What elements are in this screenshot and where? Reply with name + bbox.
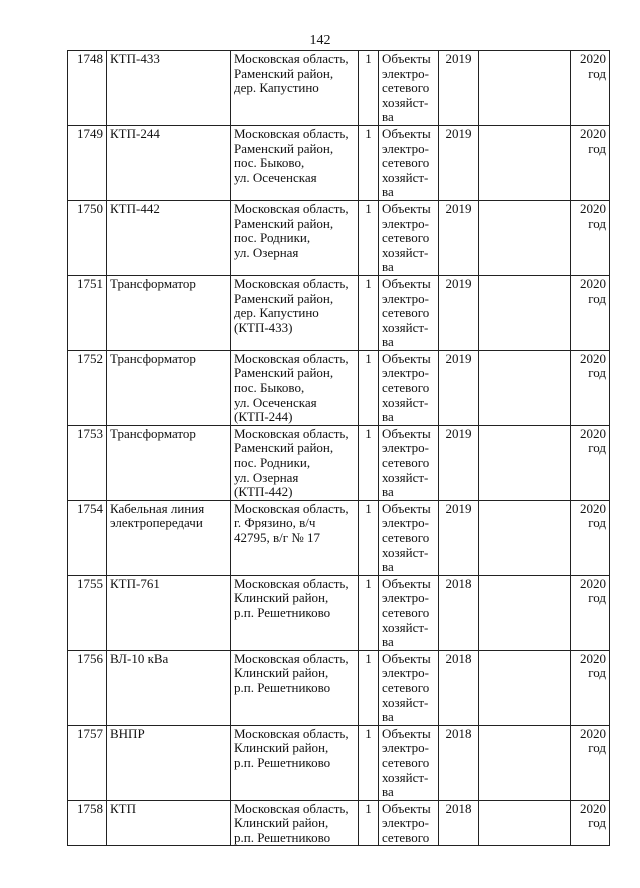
object-category: Объекты электро- сетевого хозяйст- ва — [379, 350, 439, 425]
object-category: Объекты электро- сетевого хозяйст- ва — [379, 650, 439, 725]
object-name: КТП-761 — [107, 575, 231, 650]
object-quantity: 1 — [359, 500, 379, 575]
end-year: 2020 год — [571, 350, 610, 425]
object-address: Московская область, Клинский район, р.п. Решетниково — [231, 725, 359, 800]
table-row — [68, 650, 610, 725]
table-row — [68, 725, 610, 800]
row-number: 1750 — [68, 200, 107, 275]
table-body — [68, 51, 610, 846]
object-name: КТП-244 — [107, 125, 231, 200]
row-number: 1751 — [68, 275, 107, 350]
object-year: 2019 — [439, 500, 479, 575]
object-address: Московская область, Клинский район, р.п. Решетниково — [231, 800, 359, 846]
empty-cell — [479, 275, 571, 350]
table-row — [68, 575, 610, 650]
end-year: 2020 год — [571, 500, 610, 575]
end-year: 2020 год — [571, 725, 610, 800]
object-address: Московская область, Раменский район, дер. Капустино — [231, 51, 359, 126]
object-address: Московская область, Раменский район, дер. Капустино (КТП-433) — [231, 275, 359, 350]
end-year: 2020 год — [571, 425, 610, 500]
object-address: Московская область, Раменский район, пос. Быково, ул. Осеченская — [231, 125, 359, 200]
object-category: Объекты электро- сетевого хозяйст- ва — [379, 275, 439, 350]
object-quantity: 1 — [359, 425, 379, 500]
row-number: 1748 — [68, 51, 107, 126]
empty-cell — [479, 200, 571, 275]
row-number: 1754 — [68, 500, 107, 575]
object-category: Объекты электро- сетевого хозяйст- ва — [379, 725, 439, 800]
object-name: ВЛ-10 кВа — [107, 650, 231, 725]
empty-cell — [479, 500, 571, 575]
object-quantity: 1 — [359, 725, 379, 800]
object-address: Московская область, Раменский район, пос. Быково, ул. Осеченская (КТП-244) — [231, 350, 359, 425]
row-number: 1753 — [68, 425, 107, 500]
object-category: Объекты электро- сетевого хозяйст- ва — [379, 500, 439, 575]
empty-cell — [479, 350, 571, 425]
object-year: 2019 — [439, 51, 479, 126]
row-number: 1752 — [68, 350, 107, 425]
object-address: Московская область, г. Фрязино, в/ч 42795, в/г № 17 — [231, 500, 359, 575]
object-category: Объекты электро- сетевого хозяйст- ва — [379, 425, 439, 500]
object-year: 2019 — [439, 425, 479, 500]
object-quantity: 1 — [359, 200, 379, 275]
object-name: КТП-442 — [107, 200, 231, 275]
object-address: Московская область, Клинский район, р.п. Решетниково — [231, 650, 359, 725]
empty-cell — [479, 51, 571, 126]
object-year: 2018 — [439, 650, 479, 725]
object-year: 2018 — [439, 725, 479, 800]
object-category: Объекты электро- сетевого — [379, 800, 439, 846]
object-category: Объекты электро- сетевого хозяйст- ва — [379, 575, 439, 650]
object-address: Московская область, Клинский район, р.п. Решетниково — [231, 575, 359, 650]
row-number: 1755 — [68, 575, 107, 650]
end-year: 2020 год — [571, 51, 610, 126]
table-row — [68, 425, 610, 500]
object-name: ВНПР — [107, 725, 231, 800]
table-row — [68, 500, 610, 575]
end-year: 2020 год — [571, 125, 610, 200]
object-quantity: 1 — [359, 575, 379, 650]
empty-cell — [479, 425, 571, 500]
empty-cell — [479, 725, 571, 800]
object-quantity: 1 — [359, 51, 379, 126]
property-registry-table — [67, 50, 610, 846]
row-number: 1756 — [68, 650, 107, 725]
row-number: 1758 — [68, 800, 107, 846]
object-year: 2019 — [439, 350, 479, 425]
empty-cell — [479, 650, 571, 725]
empty-cell — [479, 800, 571, 846]
table-row — [68, 51, 610, 126]
object-year: 2019 — [439, 200, 479, 275]
object-year: 2018 — [439, 575, 479, 650]
object-quantity: 1 — [359, 650, 379, 725]
page-number: 142 — [309, 33, 331, 48]
end-year: 2020 год — [571, 800, 610, 846]
object-name: Трансформатор — [107, 350, 231, 425]
object-year: 2019 — [439, 125, 479, 200]
empty-cell — [479, 575, 571, 650]
object-category: Объекты электро- сетевого хозяйст- ва — [379, 51, 439, 126]
object-address: Московская область, Раменский район, пос. Родники, ул. Озерная — [231, 200, 359, 275]
object-name: Трансформатор — [107, 425, 231, 500]
object-category: Объекты электро- сетевого хозяйст- ва — [379, 200, 439, 275]
empty-cell — [479, 125, 571, 200]
object-name: Трансформатор — [107, 275, 231, 350]
table-row — [68, 350, 610, 425]
row-number: 1749 — [68, 125, 107, 200]
object-name: КТП — [107, 800, 231, 846]
object-quantity: 1 — [359, 800, 379, 846]
object-year: 2019 — [439, 275, 479, 350]
end-year: 2020 год — [571, 575, 610, 650]
table-row — [68, 200, 610, 275]
object-quantity: 1 — [359, 125, 379, 200]
end-year: 2020 год — [571, 650, 610, 725]
end-year: 2020 год — [571, 200, 610, 275]
table-row — [68, 275, 610, 350]
object-category: Объекты электро- сетевого хозяйст- ва — [379, 125, 439, 200]
table-row — [68, 800, 610, 846]
object-name: Кабельная линия электропередачи — [107, 500, 231, 575]
object-quantity: 1 — [359, 350, 379, 425]
object-name: КТП-433 — [107, 51, 231, 126]
object-year: 2018 — [439, 800, 479, 846]
object-quantity: 1 — [359, 275, 379, 350]
end-year: 2020 год — [571, 275, 610, 350]
object-address: Московская область, Раменский район, пос. Родники, ул. Озерная (КТП-442) — [231, 425, 359, 500]
table-row — [68, 125, 610, 200]
row-number: 1757 — [68, 725, 107, 800]
